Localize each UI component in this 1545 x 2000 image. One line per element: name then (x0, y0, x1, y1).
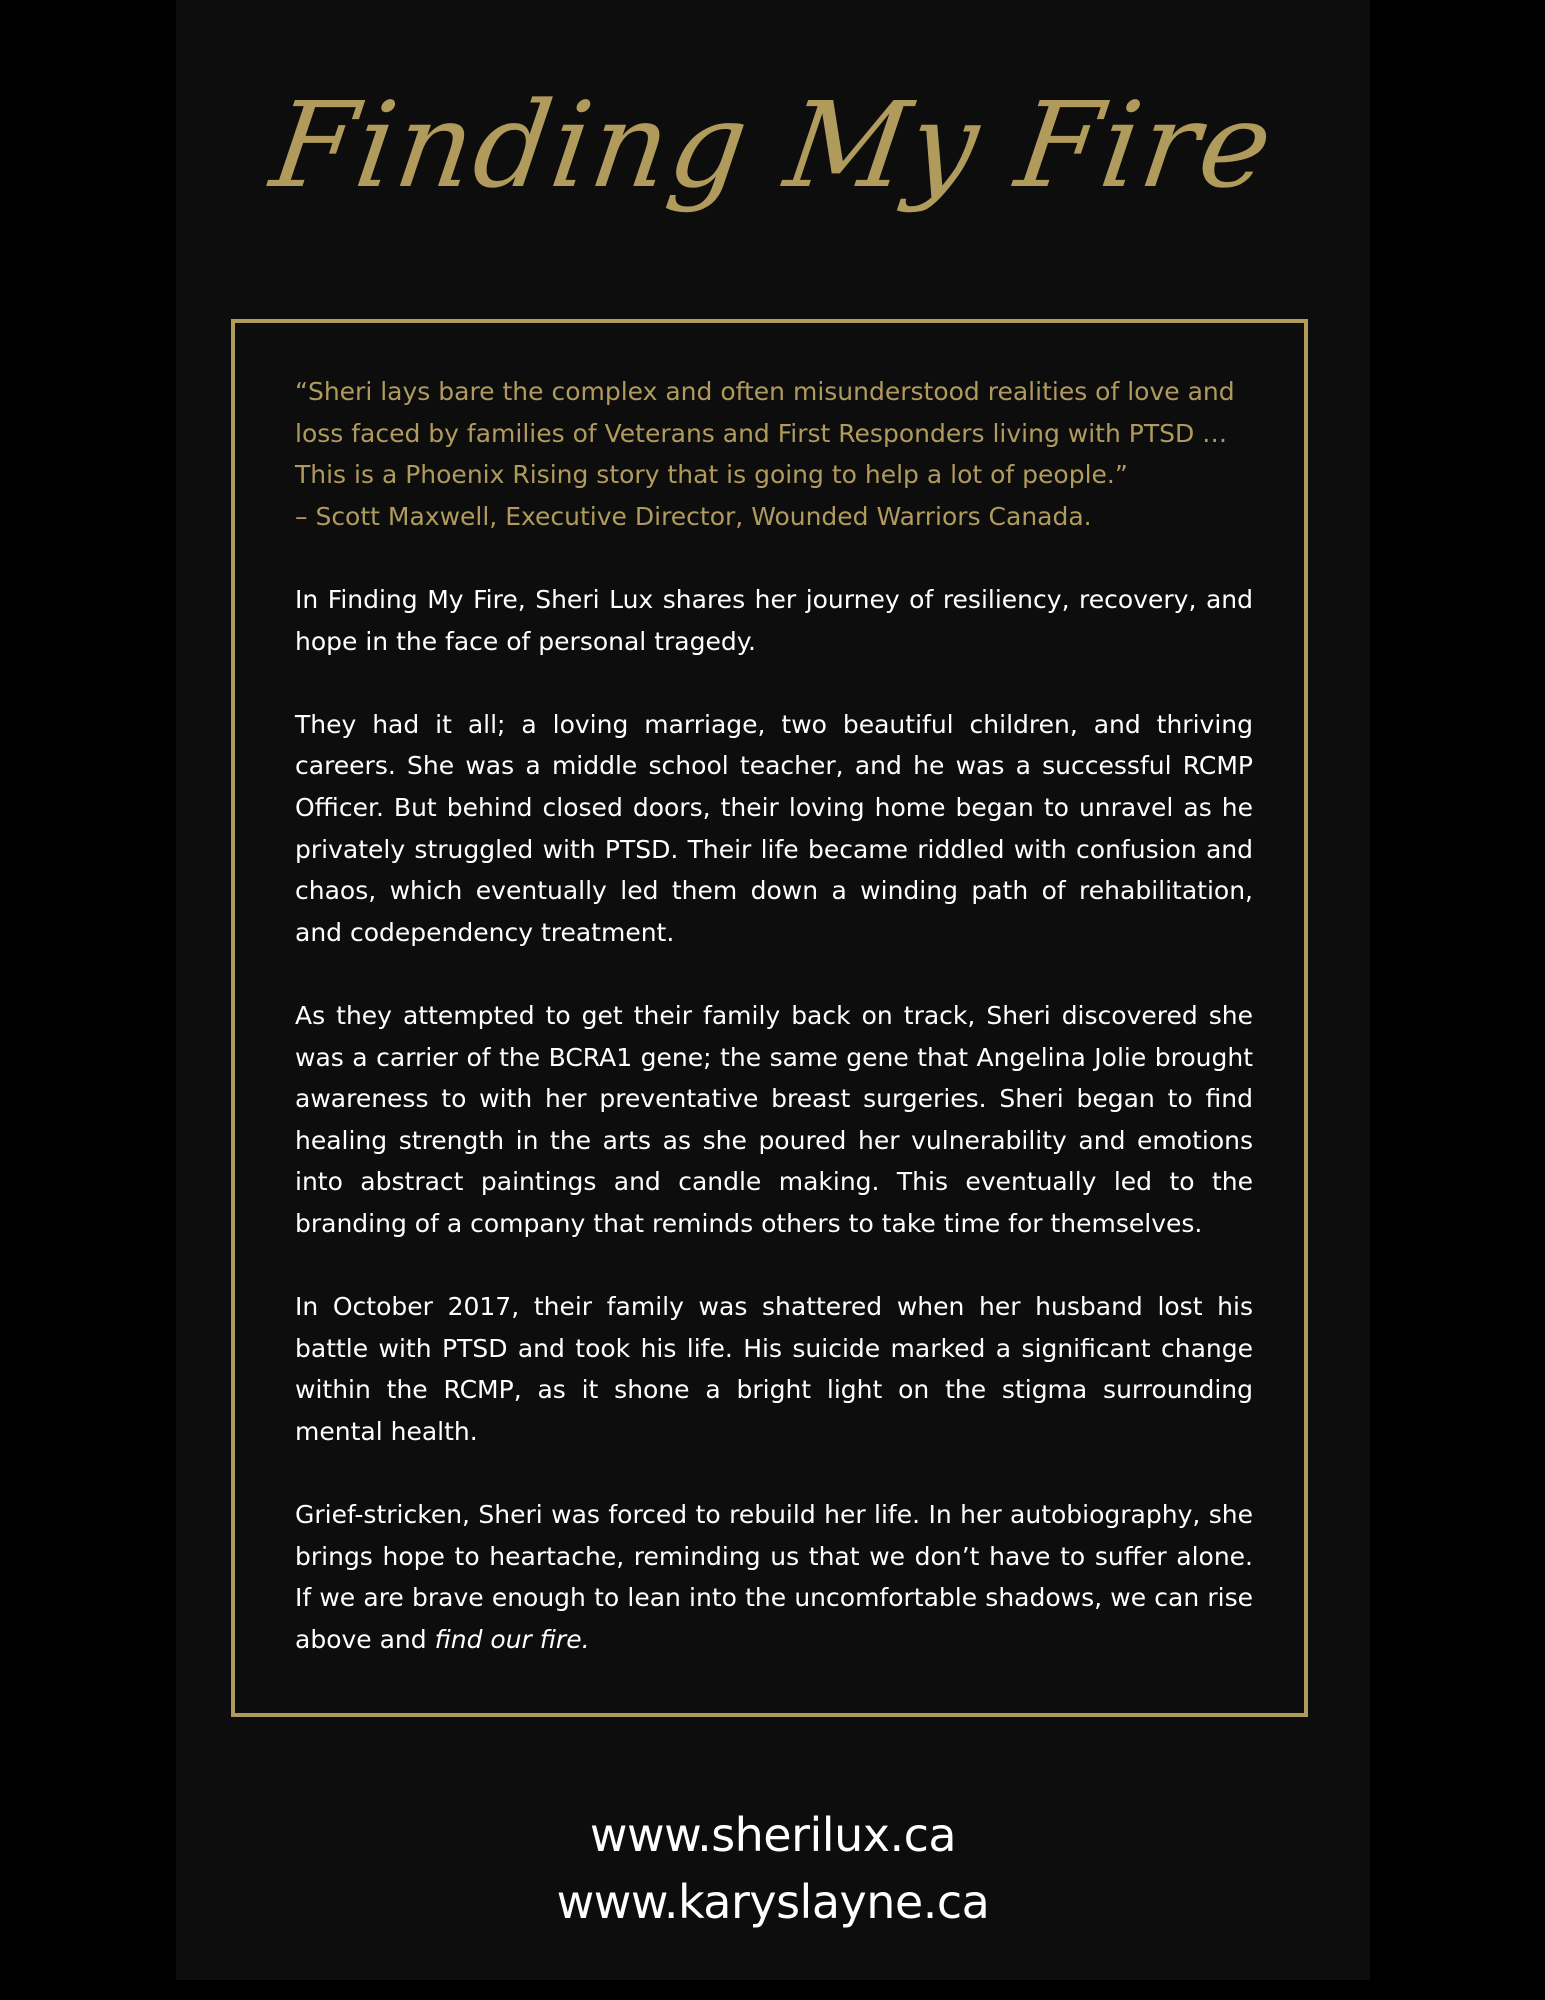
quote-attribution: – Scott Maxwell, Executive Director, Wounded Warriors Canada. (295, 501, 1092, 531)
website-link[interactable]: www.sherilux.ca (589, 1808, 957, 1862)
closing-paragraph (295, 1494, 1253, 1660)
description-paragraph: In October 2017, their family was shattered when her husband lost his battle with PTSD and took his life. His suicide marked a significant change within the RCMP, as it shone a bright light on the stigma surrounding mental health. (295, 1292, 1253, 1446)
quote-line: “Sheri lays bare the complex and often misunderstood realities of love and (295, 377, 1235, 406)
gold-border-frame (231, 319, 1308, 1717)
quote-line: This is a Phoenix Rising story that is going to help a lot of people.” (295, 460, 1128, 490)
quote-line: loss faced by families of Veterans and First Responders living with PTSD … (295, 418, 1228, 448)
closing-text: Grief-stricken, Sheri was forced to rebuild her life. In her autobiography, she brings hope to heartache, reminding us that we don’t have to suffer alone. If we are brave enough to lean into the uncomfortable shadows, we can rise above and (295, 1500, 1253, 1654)
description-paragraph: They had it all; a loving marriage, two beautiful children, and thriving careers. She was a middle school teacher, and he was a successful RCMP Officer. But behind closed doors, their loving home began to unravel as he privately struggled with PTSD. Their life became riddled with confusion and chaos, which eventually led them down a winding path of rehabilitation, and codependency treatment. (295, 709, 1253, 947)
cover-copy (295, 371, 1253, 1660)
endorsement-quote (295, 371, 1253, 537)
closing-emphasis: find our fire. (434, 1624, 590, 1654)
book-title: Finding My Fire (263, 76, 1283, 214)
website-links (176, 1802, 1370, 1936)
website-link[interactable]: www.karyslayne.ca (556, 1875, 990, 1929)
description-paragraph: As they attempted to get their family back on track, Sheri discovered she was a carrier of the BCRA1 gene; the same gene that Angelina Jolie brought awareness to with her preventative breast surgeries. Sheri began to find healing strength in the arts as she poured her vulnerability and emotions into abstract paintings and candle making. This eventually led to the branding of a company that reminds others to take time for themselves. (295, 1000, 1253, 1238)
book-back-cover (176, 0, 1370, 1980)
description-paragraph: In Finding My Fire, Sheri Lux shares her journey of resiliency, recovery, and hope in the face of personal tragedy. (295, 584, 1253, 656)
